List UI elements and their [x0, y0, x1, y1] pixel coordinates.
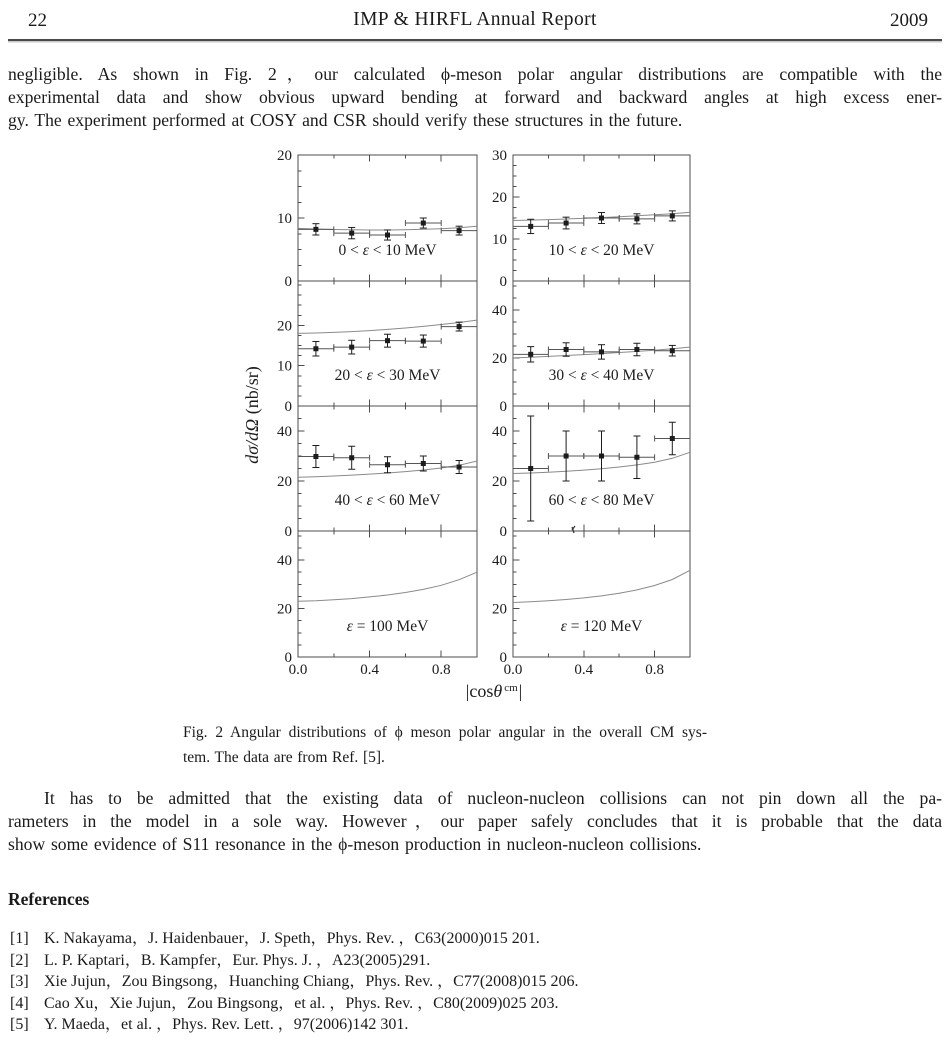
data-point	[349, 345, 354, 350]
report-title: IMP & HIRFL Annual Report	[353, 9, 597, 30]
svg-text:40: 40	[492, 424, 507, 440]
data-point	[457, 228, 462, 233]
data-point	[385, 233, 390, 238]
data-point	[670, 436, 675, 441]
data-point	[634, 455, 639, 460]
page-number: 22	[28, 10, 47, 31]
data-point	[634, 216, 639, 221]
data-point	[564, 454, 569, 459]
data-point	[313, 346, 318, 351]
panel-2-1	[492, 406, 690, 540]
data-point	[349, 231, 354, 236]
data-point	[313, 227, 318, 232]
caption-line: tem. The data are from Ref. [5].	[183, 748, 385, 766]
report-year: 2009	[890, 10, 928, 31]
data-point	[385, 338, 390, 343]
caption-line: Fig. 2 Angular distributions of ϕ meson polar angular in the overall CM sys-	[183, 724, 707, 741]
data-point	[670, 213, 675, 218]
svg-text:20: 20	[492, 190, 507, 206]
svg-text:0.0: 0.0	[503, 662, 523, 678]
y-axis-title: dσ/dΩ (nb/sr)	[242, 366, 262, 464]
reference-item	[10, 928, 579, 950]
svg-text:60 < ε < 80 MeV: 60 < ε < 80 MeV	[548, 492, 655, 509]
svg-text:20: 20	[277, 150, 292, 164]
x-axis-title: |cosθ $^{cm}$|	[465, 681, 523, 701]
data-point	[528, 224, 533, 229]
svg-text:10: 10	[277, 211, 292, 227]
data-point	[457, 465, 462, 470]
data-point	[634, 347, 639, 352]
svg-text:20 < ε < 30 MeV: 20 < ε < 30 MeV	[334, 367, 441, 384]
svg-text:40 < ε < 60 MeV: 40 < ε < 60 MeV	[334, 492, 441, 509]
panel-3-0	[277, 531, 477, 678]
svg-text:40: 40	[492, 553, 507, 570]
references-heading: References	[8, 889, 90, 909]
reference-text: K. Nakayama，J. Haidenbauer，J. Speth，Phys. Rev. ，C63(2000)015 201.	[44, 930, 540, 947]
references-list	[10, 928, 579, 1036]
svg-text:30: 30	[492, 150, 507, 164]
data-point	[564, 347, 569, 352]
data-point	[421, 221, 426, 226]
reference-number: [2]	[10, 951, 29, 969]
svg-text:40: 40	[277, 424, 292, 440]
panel-3-1	[492, 531, 690, 678]
data-point	[385, 462, 390, 467]
paragraph-line: rameters in the model in a sole way. However，our paper safely concludes that it is probable that the data	[8, 811, 942, 832]
svg-text:0.0: 0.0	[288, 662, 308, 678]
reference-number: [1]	[10, 930, 29, 947]
print-artifact	[572, 526, 575, 533]
data-point	[528, 466, 533, 471]
data-point	[599, 216, 604, 221]
svg-text:20: 20	[277, 318, 292, 335]
svg-text:0 < ε < 10 MeV: 0 < ε < 10 MeV	[338, 242, 437, 259]
svg-text:10: 10	[277, 358, 292, 375]
svg-text:0: 0	[284, 650, 292, 666]
svg-text:0: 0	[499, 524, 507, 540]
svg-text:20: 20	[492, 474, 507, 490]
figure-2-caption	[183, 721, 707, 770]
svg-text:0: 0	[284, 274, 292, 290]
svg-text:20: 20	[492, 350, 507, 367]
panel-1-1	[492, 281, 690, 415]
svg-text:0: 0	[499, 274, 507, 290]
svg-text:0: 0	[499, 399, 507, 415]
data-point	[421, 461, 426, 466]
paragraph-line: experimental data and show obvious upward bending at forward and backward angles at high excess ener-	[8, 87, 942, 108]
reference-item	[10, 1014, 579, 1036]
data-point	[349, 455, 354, 460]
svg-text:30 < ε < 40 MeV: 30 < ε < 40 MeV	[548, 367, 655, 384]
svg-text:40: 40	[492, 302, 507, 319]
data-point	[313, 454, 318, 459]
svg-text:20: 20	[492, 601, 507, 618]
data-point	[599, 454, 604, 459]
paragraph-line: show some evidence of S11 resonance in the ϕ-meson production in nucleon-nucleon collisions.	[8, 834, 702, 855]
svg-text:0.8: 0.8	[645, 662, 664, 678]
reference-item	[10, 971, 579, 993]
svg-text:0: 0	[499, 650, 507, 666]
svg-text:0.8: 0.8	[431, 662, 451, 678]
paragraph-1	[8, 63, 942, 133]
svg-text:20: 20	[277, 474, 292, 490]
svg-text:0.4: 0.4	[574, 662, 594, 678]
panel-1-0	[277, 281, 477, 415]
reference-text: Xie Jujun，Zou Bingsong，Huanching Chiang，Phys. Rev. ，C77(2008)015 206.	[44, 973, 579, 991]
svg-text:40: 40	[277, 553, 292, 570]
svg-text:0.4: 0.4	[360, 662, 379, 678]
reference-item	[10, 993, 579, 1015]
svg-text:0: 0	[284, 524, 292, 540]
panel-0-0	[277, 150, 477, 290]
panel-2-0	[277, 406, 477, 540]
header-rule	[8, 39, 942, 41]
model-curve	[513, 570, 690, 602]
paragraph-line: negligible. As shown in Fig. 2，our calculated ϕ-meson polar angular distributions are compatible with the	[8, 64, 942, 84]
panel-0-1	[492, 150, 690, 290]
data-point	[457, 324, 462, 329]
figure-2-chart	[240, 150, 710, 720]
reference-number: [4]	[10, 994, 29, 1012]
model-curve	[298, 572, 477, 601]
reference-number: [5]	[10, 1016, 29, 1034]
paragraph-2	[8, 787, 942, 857]
svg-text:10: 10	[492, 232, 507, 248]
svg-text:ε = 100 MeV: ε = 100 MeV	[346, 618, 429, 635]
data-point	[670, 348, 675, 353]
reference-text: Cao Xu，Xie Jujun，Zou Bingsong，et al. ，Phys. Rev. ，C80(2009)025 203.	[44, 994, 559, 1012]
svg-text:ε = 120 MeV: ε = 120 MeV	[560, 618, 643, 635]
data-point	[528, 352, 533, 357]
svg-text:0: 0	[284, 399, 292, 415]
data-point	[564, 221, 569, 226]
data-point	[599, 349, 604, 354]
reference-item	[10, 950, 579, 972]
svg-text:10 < ε < 20 MeV: 10 < ε < 20 MeV	[548, 242, 655, 259]
reference-text: Y. Maeda，et al. ，Phys. Rev. Lett. ，97(2006)142 301.	[44, 1016, 409, 1034]
reference-text: L. P. Kaptari，B. Kampfer，Eur. Phys. J. ，A23(2005)291.	[44, 951, 431, 969]
paragraph-line: It has to be admitted that the existing data of nucleon-nucleon collisions can not pin down all the pa-	[44, 788, 942, 808]
paragraph-line: gy. The experiment performed at COSY and CSR should verify these structures in the future.	[8, 110, 683, 131]
svg-text:20: 20	[277, 601, 292, 618]
reference-number: [3]	[10, 973, 29, 991]
data-point	[421, 339, 426, 344]
